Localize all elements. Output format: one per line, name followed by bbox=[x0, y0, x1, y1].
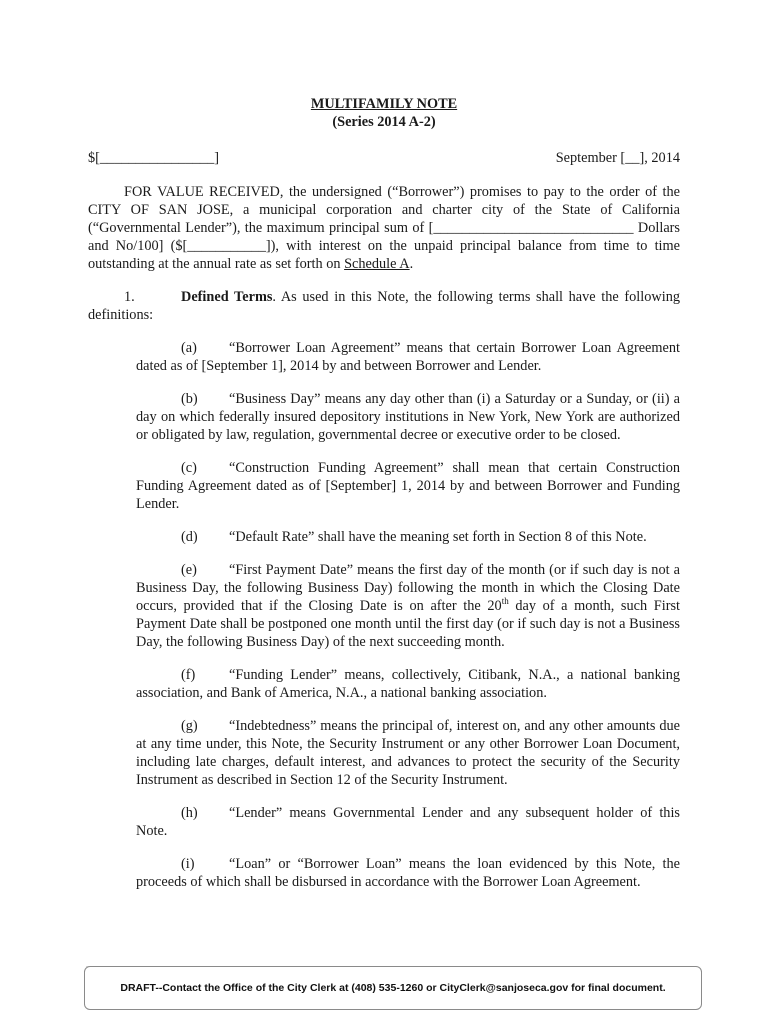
draft-notice-box bbox=[84, 966, 702, 1010]
intro-paragraph: FOR VALUE RECEIVED, the undersigned (“Borrower”) promises to pay to the order of the CITY OF SAN JOSE, a municipal corporation and charter city of the State of California (“Governmental Lender”), the maximum principal sum of [____________________________ Dollars and No/100] ($[___________]), with interest on the unpaid principal balance from time to time outstanding at the annual rate as set forth on Schedule A. bbox=[88, 184, 680, 272]
section-heading: Defined Terms bbox=[181, 289, 273, 305]
definition-h: (h) “Lender” means Governmental Lender and any subsequent holder of this Note. bbox=[136, 805, 680, 839]
section-number: 1. bbox=[124, 289, 135, 305]
definition-a: (a) “Borrower Loan Agreement” means that certain Borrower Loan Agreement dated as of [September 1], 2014 by and between Borrower and Lender. bbox=[136, 340, 680, 374]
document-page bbox=[88, 95, 680, 891]
section-1: 1. Defined Terms. As used in this Note, the following terms shall have the following definitions: bbox=[88, 289, 680, 323]
definition-d: (d) “Default Rate” shall have the meaning set forth in Section 8 of this Note. bbox=[181, 529, 647, 545]
definition-c: (c) “Construction Funding Agreement” shall mean that certain Construction Funding Agreement dated as of [September] 1, 2014 by and between Borrower and Funding Lender. bbox=[136, 460, 680, 512]
amount-date-row bbox=[88, 149, 680, 167]
document-title: MULTIFAMILY NOTE bbox=[310, 96, 458, 112]
document-subtitle: (Series 2014 A-2) bbox=[332, 114, 436, 130]
draft-notice-text: DRAFT--Contact the Office of the City Clerk at (408) 535-1260 or CityClerk@sanjoseca.gov for final document. bbox=[120, 982, 666, 994]
definition-g: (g) “Indebtedness” means the principal of, interest on, and any other amounts due at any time under, this Note, the Security Instrument or any other Borrower Loan Document, including late charges, default interest, and advances to protect the security of the Security Instrument as described in Section 12 of the Security Instrument. bbox=[136, 718, 680, 788]
note-date: September [__], 2014 bbox=[555, 150, 680, 166]
principal-amount: $[________________] bbox=[88, 150, 220, 166]
schedule-a-link: Schedule A bbox=[344, 256, 410, 272]
definition-f: (f) “Funding Lender” means, collectively, Citibank, N.A., a national banking association, and Bank of America, N.A., a national banking association. bbox=[136, 667, 680, 701]
definition-b: (b) “Business Day” means any day other than (i) a Saturday or a Sunday, or (ii) a day on which federally insured depository institutions in New York, New York are authorized or obligated by law, regulation, governmental decree or executive order to be closed. bbox=[136, 391, 680, 443]
definition-i: (i) “Loan” or “Borrower Loan” means the loan evidenced by this Note, the proceeds of which shall be disbursed in accordance with the Borrower Loan Agreement. bbox=[136, 856, 680, 890]
definition-e: (e) “First Payment Date” means the first day of the month (or if such day is not a Business Day, the following Business Day) following the month in which the Closing Date occurs, provided that if the Closing Date is on after the 20th day of a month, such First Payment Date shall be postponed one month until the first day (or if such day is not a Business Day, the following Business Day) of the next succeeding month. bbox=[136, 562, 680, 650]
